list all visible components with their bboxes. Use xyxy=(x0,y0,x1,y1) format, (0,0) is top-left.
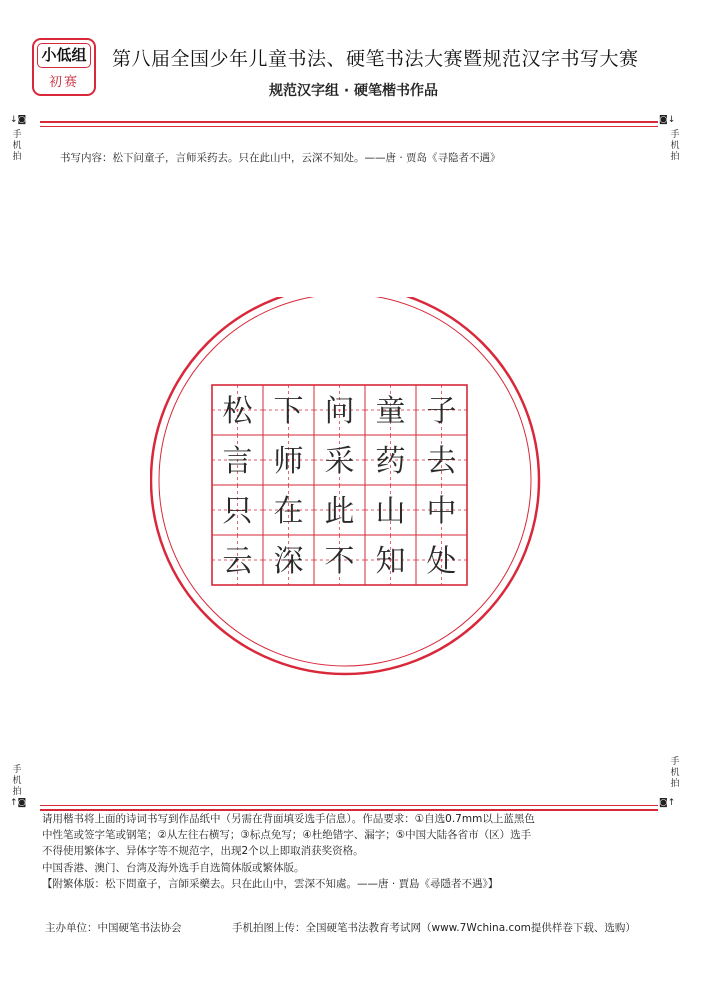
badge-round-label: 初赛 xyxy=(48,75,79,90)
camera-marker-top-left xyxy=(10,115,26,125)
arrow-down-icon: ↓ xyxy=(10,115,18,125)
side-label-bottom-right: 手机拍 xyxy=(670,757,680,789)
handwritten-character: 中 xyxy=(426,494,457,529)
badge-group-label: 小低组 xyxy=(37,43,91,68)
side-label-bottom-left: 手机拍 xyxy=(12,765,22,797)
requirement-line: 请用楷书将上面的诗词书写到作品纸中（另需在背面填妥选手信息）。作品要求：①自选0.7mm以上蓝黑色 xyxy=(42,813,535,825)
page-title: 第八届全国少年儿童书法、硬笔书法大赛暨规范汉字书写大赛 xyxy=(112,48,639,70)
handwritten-character: 处 xyxy=(426,544,457,579)
handwritten-character: 不 xyxy=(324,544,355,579)
camera-icon: ◙ xyxy=(659,115,668,125)
top-rule-thin xyxy=(40,126,658,127)
writing-content: 书写内容：松下问童子，言师采药去。只在此山中，云深不知处。——唐 · 贾岛《寻隐者不遇》 xyxy=(60,152,501,164)
handwritten-character: 采 xyxy=(324,444,355,479)
side-label-top-right: 手机拍 xyxy=(670,130,680,162)
requirement-line: 不得使用繁体字、异体字等不规范字，出现2个以上即取消获奖资格。 xyxy=(42,845,364,857)
handwritten-character: 去 xyxy=(426,444,457,479)
handwritten-character: 童 xyxy=(375,394,406,429)
handwritten-character: 师 xyxy=(273,444,304,479)
upload-text: 手机拍图上传：全国硬笔书法教育考试网（www.7Wchina.com提供样卷下载、选购） xyxy=(232,922,636,934)
bottom-rule-thin xyxy=(40,805,658,806)
camera-icon: ◙ xyxy=(17,115,27,125)
camera-icon: ◙ xyxy=(17,798,27,808)
camera-marker-top-right xyxy=(659,115,675,125)
handwritten-character: 深 xyxy=(273,544,304,579)
writing-area xyxy=(150,297,550,697)
handwritten-character: 下 xyxy=(273,394,304,429)
handwritten-character: 山 xyxy=(375,494,406,529)
bottom-rule xyxy=(40,809,658,811)
handwritten-character: 此 xyxy=(324,494,355,529)
requirement-line: 中性笔或签字笔或钢笔；②从左往右横写；③标点免写；④杜绝错字、漏字；⑤中国大陆各省市（区）选手 xyxy=(42,829,532,841)
traditional-version-line: 【附繁体版：松下問童子，言師采藥去。只在此山中，雲深不知處。——唐 · 賈島《尋隱者不遇》】 xyxy=(42,878,499,890)
camera-marker-bottom-left xyxy=(10,798,26,808)
handwritten-character: 松 xyxy=(222,394,253,429)
camera-marker-bottom-right xyxy=(659,798,675,808)
handwritten-character: 在 xyxy=(273,494,304,529)
arrow-up-icon: ↑ xyxy=(10,798,18,808)
handwritten-character: 言 xyxy=(222,444,253,479)
side-label-top-left: 手机拍 xyxy=(12,130,22,162)
handwritten-character: 云 xyxy=(222,544,253,579)
camera-icon: ◙ xyxy=(659,798,668,808)
arrow-up-icon: ↑ xyxy=(667,798,676,808)
handwritten-character: 知 xyxy=(375,544,406,579)
handwritten-character: 药 xyxy=(375,444,406,479)
inner-circle xyxy=(159,297,531,666)
top-rule xyxy=(40,121,658,123)
character-grid xyxy=(212,385,467,585)
handwritten-character: 只 xyxy=(222,494,253,529)
handwritten-character: 问 xyxy=(324,394,355,429)
handwritten-character: 子 xyxy=(426,394,457,429)
arrow-down-icon: ↓ xyxy=(667,115,676,125)
organizer-text: 主办单位：中国硬笔书法协会 xyxy=(45,922,182,934)
requirement-line: 中国香港、澳门、台湾及海外选手自选简体版或繁体版。 xyxy=(42,862,305,874)
page-subtitle: 规范汉字组 · 硬笔楷书作品 xyxy=(268,83,439,99)
